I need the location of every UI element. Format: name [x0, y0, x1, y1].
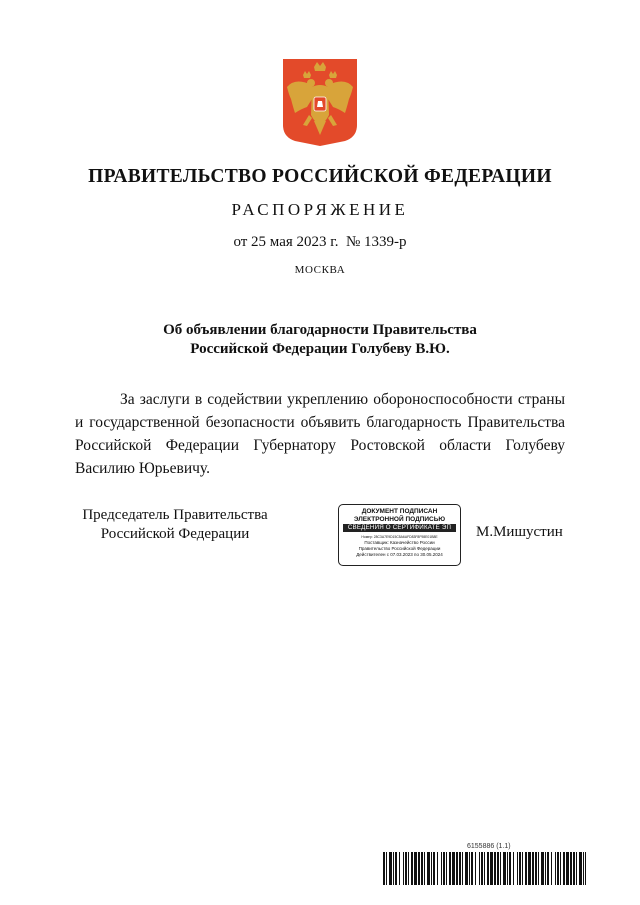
- subject-line-2: Российской Федерации Голубеву В.Ю.: [190, 341, 450, 357]
- stamp-header: [339, 508, 460, 523]
- stamp-issuer-line-1: Поставщик: Казначейство России: [364, 540, 435, 545]
- stamp-validity: Действителен с 07.03.2023 по 30.05.2024: [356, 552, 443, 557]
- government-title: ПРАВИТЕЛЬСТВО РОССИЙСКОЙ ФЕДЕРАЦИИ: [88, 166, 552, 187]
- subject-line-1: Об объявлении благодарности Правительства: [163, 322, 477, 338]
- signer-title-line-1: Председатель Правительства: [82, 507, 268, 523]
- document-subject: [0, 321, 640, 359]
- stamp-certificate-bar: СВЕДЕНИЯ О СЕРТИФИКАТЕ ЭП: [343, 524, 456, 532]
- document-date-number: от 25 мая 2023 г. № 1339-р: [233, 234, 407, 250]
- signer-title: [60, 506, 290, 544]
- stamp-cert-number: Номер: 28C3A7E9D15C5A6AFD83F8F98E01B8E: [361, 535, 438, 539]
- document-city: МОСКВА: [294, 264, 346, 276]
- stamp-issuer-line-2: Правительство Российской Федерации: [358, 546, 441, 551]
- stamp-header-line-2: ЭЛЕКТРОННОЙ ПОДПИСЬЮ: [353, 515, 446, 523]
- barcode-number: 6155886 (1.1): [467, 843, 511, 850]
- signer-name: М.Мишустин: [476, 524, 563, 540]
- document-body: За заслуги в содействии укреплению обороноспособности страны и государственной безопасности объявить благодарность Правительства Российской Федерации Губернатору Ростовской области Голубеву Василию Юрьевичу.: [75, 391, 565, 477]
- stamp-header-line-1: ДОКУМЕНТ ПОДПИСАН: [361, 508, 438, 515]
- barcode-icon: [383, 852, 586, 885]
- document-type: РАСПОРЯЖЕНИЕ: [231, 200, 409, 219]
- electronic-signature-stamp: [338, 504, 461, 566]
- coat-of-arms-icon: [281, 57, 359, 147]
- signer-title-line-2: Российской Федерации: [100, 526, 250, 542]
